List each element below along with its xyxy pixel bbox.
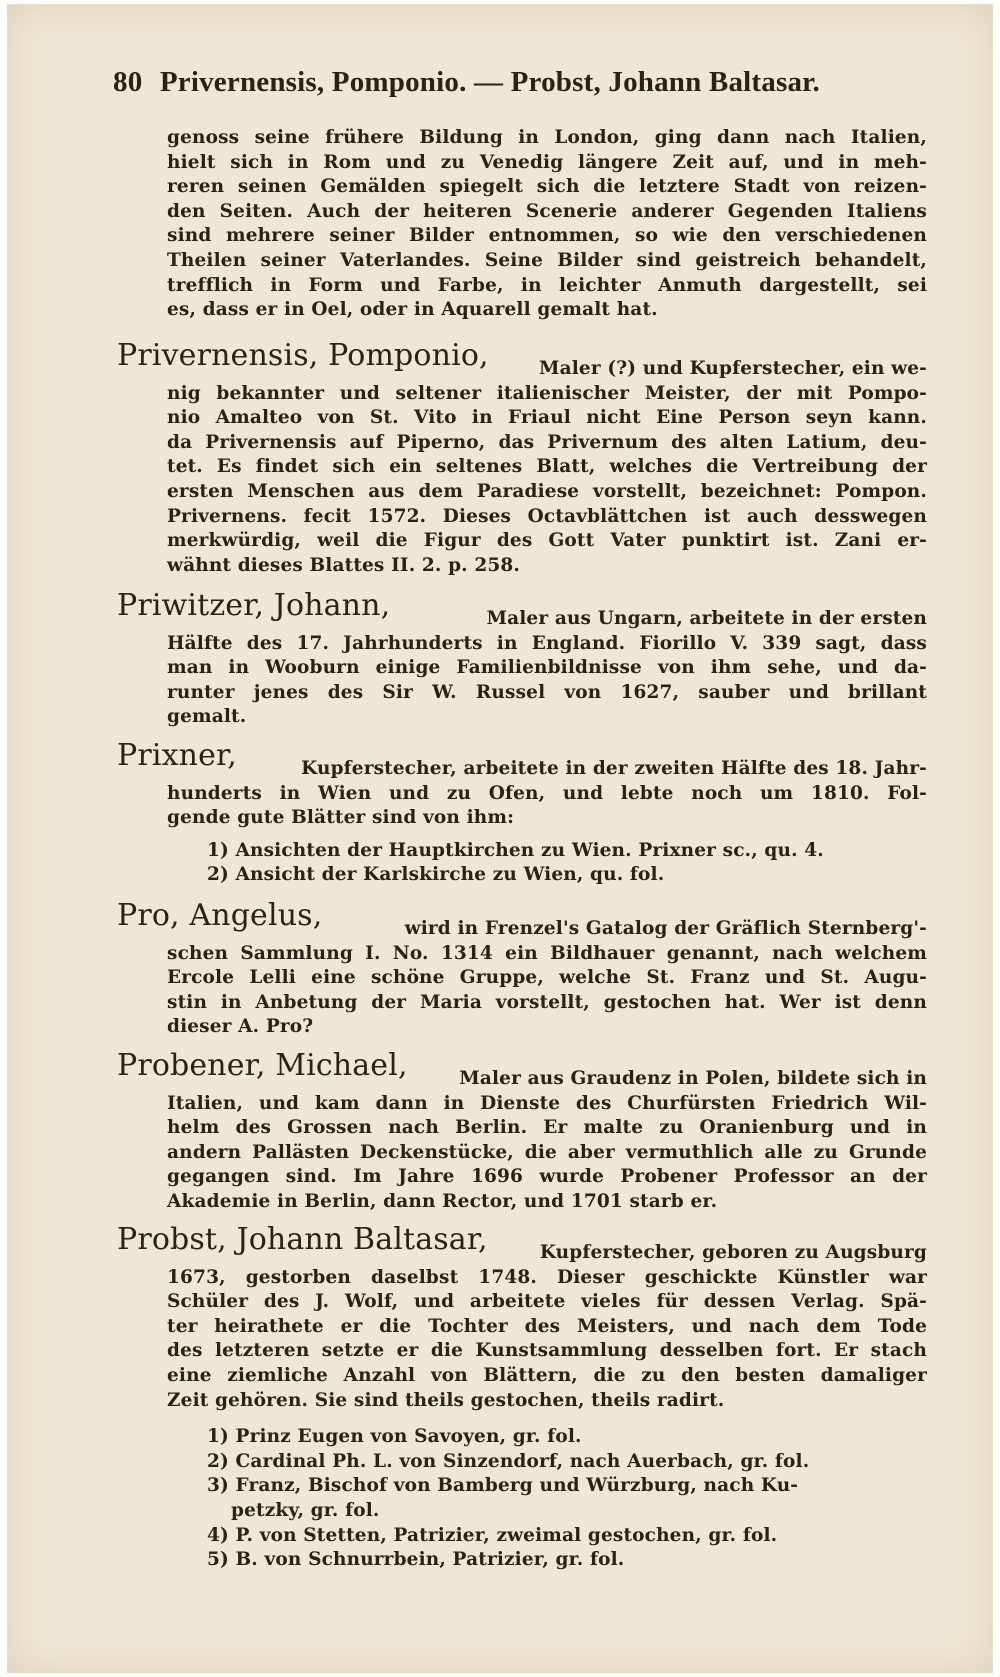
list-item: 4) P. von Stetten, Patrizier, zweimal gestochen, gr. fol.: [207, 1524, 778, 1546]
entry-first-line: [117, 1222, 927, 1266]
text-line: hielt sich in Rom und zu Venedig längere Zeit auf, und in meh-: [167, 151, 927, 173]
text-line: genoss seine frühere Bildung in London, ging dann nach Italien,: [167, 127, 927, 148]
entry-headword: Priwitzer, Johann,: [117, 588, 391, 623]
entry-headword: Pro, Angelus,: [117, 898, 323, 933]
text-line: Privernens. fecit 1572. Dieses Octavblättchen ist auch desswegen: [167, 505, 927, 527]
entry-first-line: [117, 1048, 927, 1092]
entry-priwitzer: [117, 588, 927, 730]
entry-first-text: Maler (?) und Kupferstecher, ein we-: [538, 358, 927, 379]
running-title: Privernensis, Pomponio. — Probst, Johann Baltasar.: [159, 66, 821, 98]
book-page: [7, 4, 993, 1673]
entry-first-text: Kupferstecher, geboren zu Augsburg: [539, 1242, 927, 1263]
text-line: da Privernensis auf Piperno, das Privernum des alten Latium, deu-: [167, 431, 927, 453]
text-line: sind mehrere seiner Bilder entnommen, so wie den verschiedenen: [167, 225, 927, 247]
text-line: es, dass er in Oel, oder in Aquarell gemalt hat.: [167, 299, 658, 321]
text-line: ersten Menschen aus dem Paradiese vorstellt, bezeichnet: Pompon.: [167, 480, 927, 502]
text-line: 1673, gestorben daselbst 1748. Dieser geschickte Künstler war: [167, 1266, 927, 1288]
text-line: des letzteren setzte er die Kunstsammlung desselben fort. Er stach: [167, 1340, 927, 1362]
text-line: runter jenes des Sir W. Russel von 1627, sauber und brillant: [167, 681, 927, 703]
entry-first-line: [117, 338, 927, 382]
list-item: 2) Cardinal Ph. L. von Sinzendorf, nach Auerbach, gr. fol.: [207, 1450, 810, 1472]
list-item: 2) Ansicht der Karlskirche zu Wien, qu. fol.: [207, 864, 665, 886]
text-line: helm des Grossen nach Berlin. Er malte zu Oranienburg und in: [167, 1117, 927, 1139]
text-line: wähnt dieses Blattes II. 2. p. 258.: [167, 554, 521, 576]
text-line: Italien, und kam dann in Dienste des Churfürsten Friedrich Wil-: [167, 1092, 927, 1114]
text-line: Theilen seiner Vaterlandes. Seine Bilder sind geistreich behandelt,: [167, 249, 927, 271]
list-item: 1) Prinz Eugen von Savoyen, gr. fol.: [207, 1426, 582, 1448]
text-line: reren seinen Gemälden spiegelt sich die letztere Stadt von reizen-: [167, 176, 927, 198]
entry-first-text: wird in Frenzel's Gatalog der Gräflich Sternberg'-: [404, 918, 927, 939]
text-line: eine ziemliche Anzahl von Blättern, die zu den besten damaliger: [167, 1364, 927, 1386]
entry-headword: Probener, Michael,: [117, 1048, 408, 1083]
text-line: gegangen sind. Im Jahre 1696 wurde Probener Professor an der: [167, 1166, 927, 1188]
text-line: Akademie in Berlin, dann Rector, und 1701 starb er.: [167, 1190, 718, 1212]
text-line: trefflich in Form und Farbe, in leichter Anmuth dargestellt, sei: [167, 274, 927, 296]
entry-headword: Privernensis, Pomponio,: [117, 338, 489, 373]
entry-first-line: [117, 738, 927, 782]
list-item: 3) Franz, Bischof von Bamberg und Würzburg, nach Ku-: [207, 1475, 799, 1497]
text-line: Ercole Lelli eine schöne Gruppe, welche St. Franz und St. Augu-: [167, 967, 927, 989]
entry-first-text: Maler aus Ungarn, arbeitete in der ersten: [486, 608, 927, 629]
entry-probener: [117, 1048, 927, 1215]
text-line: schen Sammlung I. No. 1314 ein Bildhauer genannt, nach welchem: [167, 942, 927, 964]
text-line: andern Pallästen Deckenstücke, die aber vermuthlich alle zu Grunde: [167, 1141, 927, 1163]
list-item: 1) Ansichten der Hauptkirchen zu Wien. Prixner sc., qu. 4.: [207, 839, 824, 861]
text-line: man in Wooburn einige Familienbildnisse von ihm sehe, und da-: [167, 657, 927, 679]
entry-pro-angelus: [117, 898, 927, 1040]
text-line: gende gute Blätter sind von ihm:: [167, 807, 515, 829]
entry-headword: Prixner,: [117, 738, 237, 773]
text-line: den Seiten. Auch der heiteren Scenerie anderer Gegenden Italiens: [167, 200, 927, 222]
text-line: nig bekannter und seltener italienischer Meister, der mit Pompo-: [167, 382, 927, 404]
entry-headword: Probst, Johann Baltasar,: [117, 1222, 488, 1257]
page-header: [113, 66, 893, 106]
text-line: ter heirathete er die Tochter des Meisters, und nach dem Tode: [167, 1315, 927, 1337]
text-line: nio Amalteo von St. Vito in Friaul nicht Eine Person seyn kann.: [167, 407, 927, 429]
text-line: dieser A. Pro?: [167, 1016, 314, 1038]
entry-privernensis: [117, 338, 927, 578]
page-number: 80: [113, 66, 143, 98]
list-item-continuation: petzky, gr. fol.: [231, 1499, 380, 1521]
text-line: Hälfte des 17. Jahrhunderts in England. Fiorillo V. 339 sagt, dass: [167, 632, 927, 654]
entry-first-text: Maler aus Graudenz in Polen, bildete sich in: [459, 1068, 927, 1089]
entry-probst: [117, 1222, 927, 1573]
text-line: gemalt.: [167, 706, 247, 728]
text-line: Zeit gehören. Sie sind theils gestochen, theils radirt.: [167, 1389, 725, 1411]
text-line: merkwürdig, weil die Figur des Gott Vater punktirt ist. Zani er-: [167, 530, 927, 552]
entry-prixner: [117, 738, 927, 888]
continuation-paragraph: [167, 126, 927, 323]
text-line: tet. Es findet sich ein seltenes Blatt, welches die Vertreibung der: [167, 456, 927, 478]
text-line: stin in Anbetung der Maria vorstellt, gestochen hat. Wer ist denn: [167, 991, 927, 1013]
list-item: 5) B. von Schnurrbein, Patrizier, gr. fol.: [207, 1549, 625, 1571]
entry-first-text: Kupferstecher, arbeitete in der zweiten Hälfte des 18. Jahr-: [301, 758, 927, 779]
text-line: hunderts in Wien und zu Ofen, und lebte noch um 1810. Fol-: [167, 782, 927, 804]
entry-first-line: [117, 588, 927, 632]
text-line: Schüler des J. Wolf, und arbeitete vieles für dessen Verlag. Spä-: [167, 1291, 927, 1313]
entry-first-line: [117, 898, 927, 942]
